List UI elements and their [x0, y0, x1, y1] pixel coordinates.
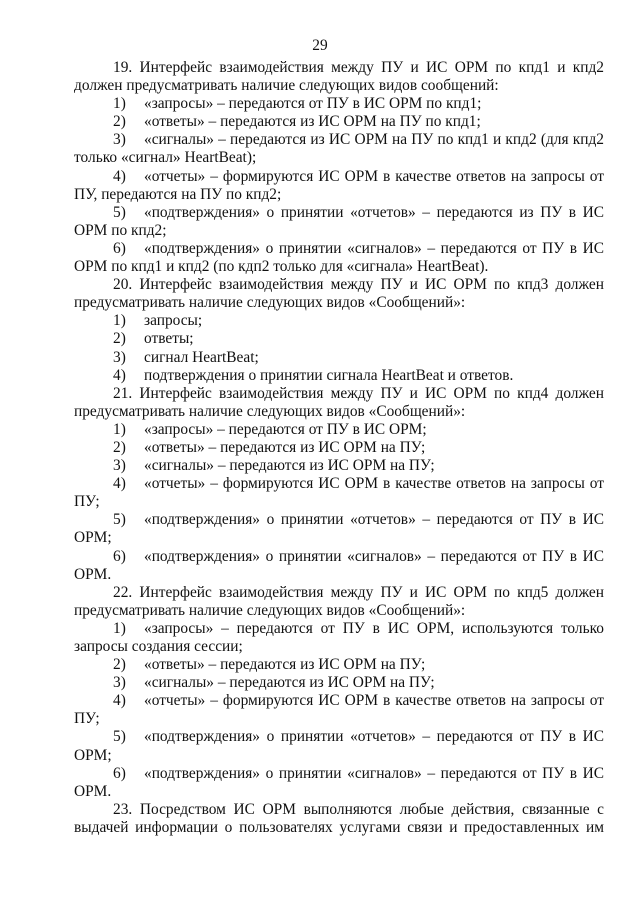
- list-item: 4) «отчеты» – формируются ИС ОРМ в качестве ответов на запросы от ПУ;: [74, 475, 604, 511]
- list-item: 6) «подтверждения» о принятии «сигналов» – передаются от ПУ в ИС ОРМ.: [74, 764, 604, 800]
- list-item: 2) «ответы» – передаются из ИС ОРМ на ПУ по кпд1;: [113, 113, 481, 131]
- list-item: 2) «ответы» – передаются из ИС ОРМ на ПУ;: [113, 656, 426, 674]
- list-item: 6) «подтверждения» о принятии «сигналов» – передаются от ПУ в ИС ОРМ.: [74, 547, 604, 583]
- list-item: 6) «подтверждения» о принятии «сигналов» – передаются от ПУ в ИС ОРМ по кпд1 и кпд2 (по кдп2 только для «сигнала» HeartBeat).: [74, 239, 604, 276]
- list-item: 1) запросы;: [113, 312, 203, 330]
- list-item: 1) «запросы» – передаются от ПУ в ИС ОРМ, используются только запросы создания сессии;: [74, 619, 604, 655]
- paragraph-23: 23. Посредством ИС ОРМ выполняются любые действия, связанные с выдачей информации о пользователях услугами связи и предоставленных им: [74, 800, 604, 836]
- paragraph-21: 21. Интерфейс взаимодействия между ПУ и ИС ОРМ по кпд4 должен предусматривать наличие следующих видов «Сообщений»:: [74, 384, 604, 420]
- list-item: 5) «подтверждения» о принятии «отчетов» – передаются из ПУ в ИС ОРМ по кпд2;: [74, 203, 604, 239]
- list-item: 2) «ответы» – передаются из ИС ОРМ на ПУ;: [113, 438, 426, 456]
- paragraph-22: 22. Интерфейс взаимодействия между ПУ и ИС ОРМ по кпд5 должен предусматривать наличие следующих видов «Сообщений»:: [74, 583, 604, 619]
- list-item: 5) «подтверждения» о принятии «отчетов» – передаются от ПУ в ИС ОРМ;: [74, 511, 604, 547]
- page-number: 29: [312, 37, 328, 54]
- document-body: [74, 59, 604, 837]
- list-item: 1) «запросы» – передаются от ПУ в ИС ОРМ по кпд1;: [113, 95, 482, 113]
- list-item: 2) ответы;: [113, 330, 194, 348]
- list-item: 3) сигнал HeartBeat;: [113, 348, 259, 366]
- list-item: 3) «сигналы» – передаются из ИС ОРМ на ПУ;: [113, 457, 435, 475]
- list-item: 4) подтверждения о принятии сигнала HeartBeat и ответов.: [113, 366, 514, 384]
- list-item: 3) «сигналы» – передаются из ИС ОРМ на ПУ;: [113, 674, 435, 692]
- paragraph-19: 19. Интерфейс взаимодействия между ПУ и ИС ОРМ по кпд1 и кпд2 должен предусматривать наличие следующих видов сообщений:: [74, 59, 604, 95]
- list-item: 3) «сигналы» – передаются из ИС ОРМ на ПУ по кпд1 и кпд2 (для кпд2 только «сигнал» HeartBeat);: [74, 131, 604, 167]
- paragraph-20: 20. Интерфейс взаимодействия между ПУ и ИС ОРМ по кпд3 должен предусматривать наличие следующих видов «Сообщений»:: [74, 276, 604, 312]
- list-item: 5) «подтверждения» о принятии «отчетов» – передаются от ПУ в ИС ОРМ;: [74, 728, 604, 764]
- list-item: 1) «запросы» – передаются от ПУ в ИС ОРМ;: [113, 420, 427, 438]
- list-item: 4) «отчеты» – формируются ИС ОРМ в качестве ответов на запросы от ПУ, передаются на ПУ по кпд2;: [74, 167, 604, 203]
- list-item: 4) «отчеты» – формируются ИС ОРМ в качестве ответов на запросы от ПУ;: [74, 692, 604, 728]
